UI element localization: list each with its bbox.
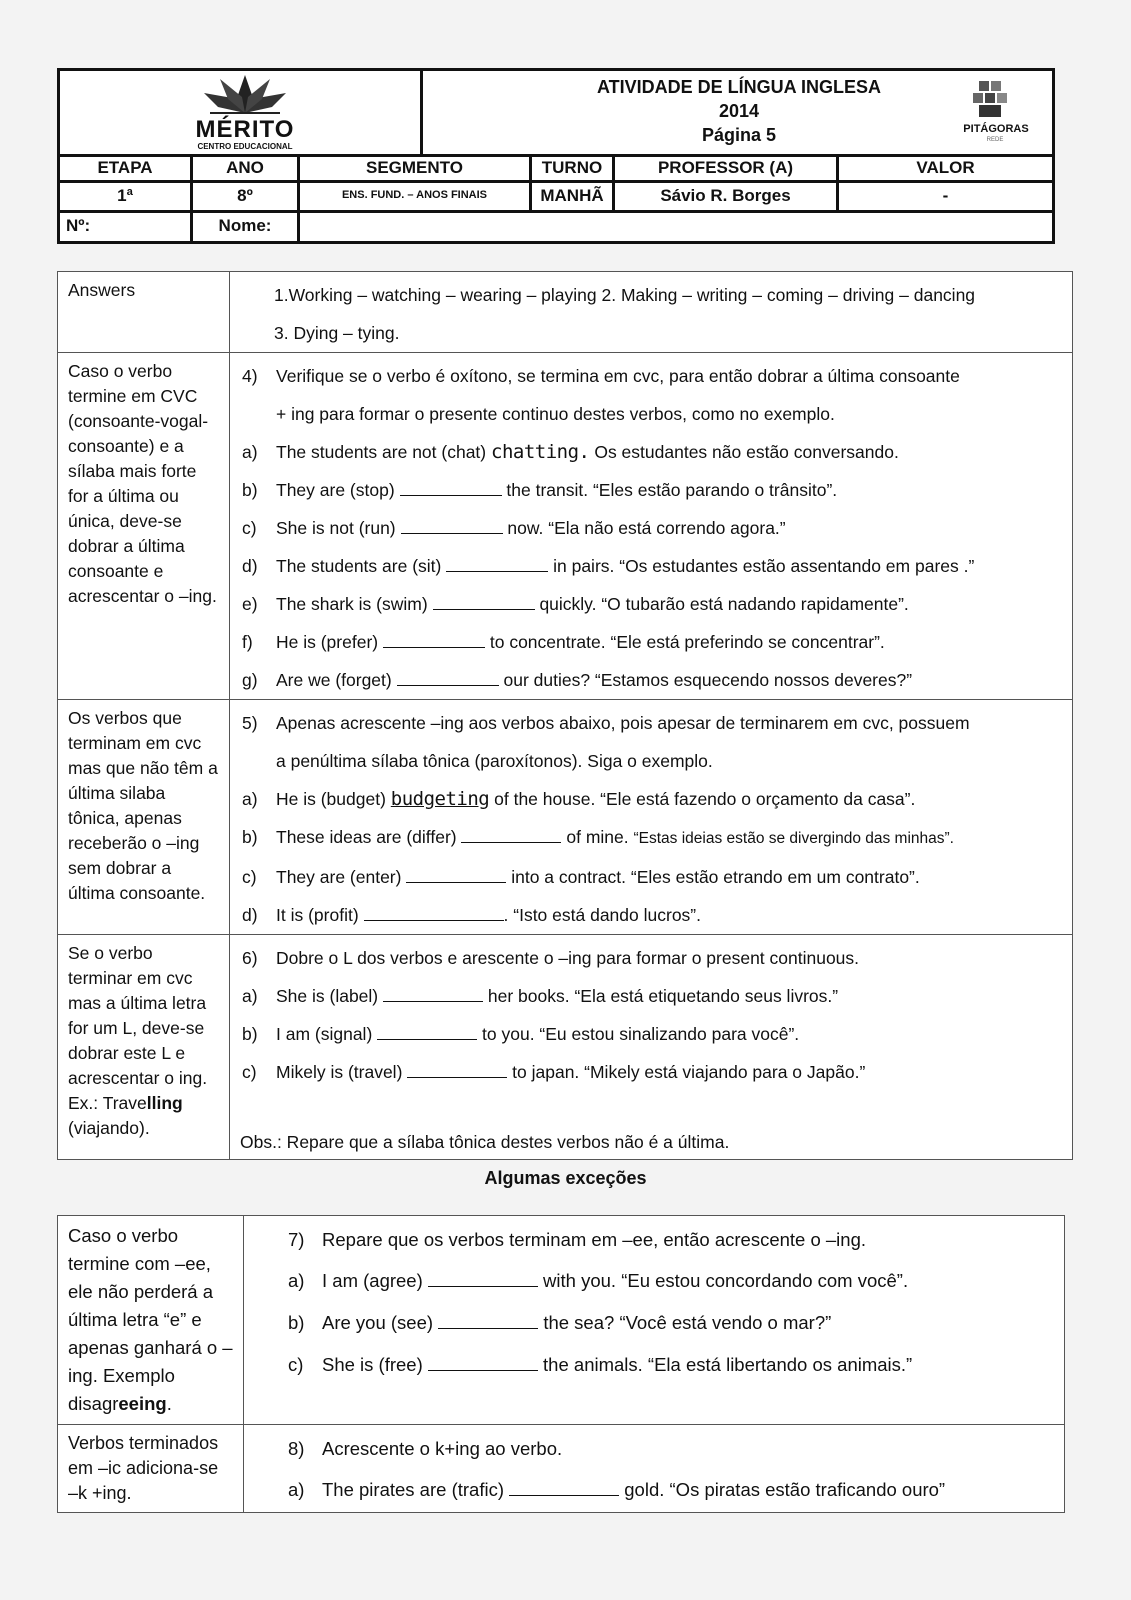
q7-rule: Caso o verbo termine com –ee, ele não perderá a última letra “e” e apenas ganhará o –ing. Exemplo disagreeing.	[58, 1216, 244, 1425]
q8-instruction: Acrescente o k+ing ao verbo.	[322, 1438, 563, 1459]
answer-blank[interactable]	[407, 1061, 507, 1078]
q4-item-b: b) They are (stop) the transit. “Eles estão parando o trânsito”.	[242, 480, 838, 500]
answer-blank[interactable]	[401, 517, 503, 534]
header-col-ano: ANO	[226, 158, 264, 177]
q4-item-d: d) The students are (sit) in pairs. “Os estudantes estão assentando em pares .”	[242, 556, 975, 576]
star-emblem-icon	[190, 73, 300, 117]
answer-blank[interactable]	[400, 479, 502, 496]
header-col-segmento: SEGMENTO	[366, 158, 463, 177]
q4-example-answer: chatting.	[491, 441, 590, 463]
q4-item-c: c) She is not (run) now. “Ela não está correndo agora.”	[242, 518, 786, 538]
header-col-etapa: ETAPA	[97, 158, 153, 177]
q5-row	[58, 700, 1073, 935]
number-label: Nº:	[66, 216, 91, 235]
school-logo	[190, 73, 300, 153]
q6-number: 6)	[242, 948, 258, 968]
network-sub: REDE	[986, 137, 1004, 143]
q6-item-b: b) I am (signal) to you. “Eu estou sinalizando para você”.	[242, 1024, 800, 1044]
answer-blank[interactable]	[406, 866, 506, 883]
q7-number: 7)	[288, 1229, 305, 1250]
answer-blank[interactable]	[364, 904, 504, 921]
title-page: Página 5	[701, 125, 777, 145]
q7-item-b: b) Are you (see) the sea? “Você está vendo o mar?”	[288, 1312, 832, 1333]
answers-row	[58, 272, 1073, 353]
q7-instruction: Repare que os verbos terminam em –ee, então acrescente o –ing.	[322, 1229, 867, 1250]
q5-number: 5)	[242, 713, 258, 733]
value-segmento: ENS. FUND. – ANOS FINAIS	[341, 189, 488, 201]
value-turno: MANHÃ	[540, 186, 604, 205]
q7-item-a: a) I am (agree) with you. “Eu estou concordando com você”.	[288, 1270, 909, 1291]
value-etapa: 1ª	[117, 186, 133, 205]
q6-rule: Se o verbo terminar em cvc mas a última letra for um L, deve-se dobrar este L e acrescentar o ing. Ex.: Travelling (viajando).	[58, 935, 230, 1160]
q4-row	[58, 353, 1073, 700]
q4-instruction: Verifique se o verbo é oxítono, se termina em cvc, para então dobrar a última consoante	[276, 366, 960, 386]
value-valor: -	[942, 186, 949, 205]
answers-line-2: 3. Dying – tying.	[274, 323, 400, 343]
page-title: ATIVIDADE DE LÍNGUA INGLESA	[596, 77, 881, 97]
q6-item-c: c) Mikely is (travel) to japan. “Mikely está viajando para o Japão.”	[242, 1062, 866, 1082]
q8-row	[58, 1425, 1065, 1513]
q6-row	[58, 935, 1073, 1160]
q5-item-d: d) It is (profit) . “Isto está dando lucros”.	[242, 905, 701, 925]
answers-line-1: 1.Working – watching – wearing – playing 2. Making – writing – coming – driving – dancing	[274, 285, 976, 305]
answer-blank[interactable]	[397, 669, 499, 686]
q8-rule: Verbos terminados em –ic adiciona-se –k +ing.	[58, 1425, 244, 1513]
school-name: MÉRITO	[195, 116, 295, 143]
q5-instruction-cont: a penúltima sílaba tônica (paroxítonos). Siga o exemplo.	[276, 751, 713, 771]
answer-blank[interactable]	[377, 1023, 477, 1040]
answer-blank[interactable]	[461, 826, 561, 843]
q7-row	[58, 1216, 1065, 1425]
q4-instruction-cont: + ing para formar o presente continuo destes verbos, como no exemplo.	[276, 404, 835, 424]
q4-number: 4)	[242, 366, 258, 386]
network-logo	[955, 79, 1035, 149]
q4-item-e: e) The shark is (swim) quickly. “O tubarão está nadando rapidamente”.	[242, 594, 909, 614]
answer-blank[interactable]	[446, 555, 548, 572]
exercise-table-1	[57, 271, 1073, 1160]
value-professor: Sávio R. Borges	[660, 186, 791, 205]
exceptions-heading: Algumas exceções	[484, 1168, 647, 1188]
answer-blank[interactable]	[383, 985, 483, 1002]
q5-item-a: a) He is (budget) budgeting of the house. “Ele está fazendo o orçamento da casa”.	[242, 788, 916, 810]
q4-item-g: g) Are we (forget) our duties? “Estamos esquecendo nossos deveres?”	[242, 670, 913, 690]
q6-item-a: a) She is (label) her books. “Ela está etiquetando seus livros.”	[242, 986, 839, 1006]
value-ano: 8º	[237, 186, 253, 205]
school-subtitle: CENTRO EDUCACIONAL	[197, 142, 293, 151]
answer-blank[interactable]	[433, 593, 535, 610]
q5-item-b: b) These ideas are (differ) of mine. “Estas ideias estão se divergindo das minhas”.	[242, 827, 954, 847]
title-year: 2014	[718, 101, 760, 121]
q8-number: 8)	[288, 1438, 305, 1459]
q5-example-answer: budgeting	[390, 788, 490, 810]
worksheet-header	[57, 68, 1055, 244]
network-name: PITÁGORAS	[963, 123, 1029, 135]
name-field[interactable]	[300, 211, 1052, 241]
q6-instruction: Dobre o L dos verbos e arescente o –ing para formar o present continuous.	[276, 948, 860, 968]
header-col-turno: TURNO	[541, 158, 603, 177]
answer-blank[interactable]	[428, 1354, 538, 1371]
answer-blank[interactable]	[509, 1479, 619, 1496]
pitagoras-emblem-icon	[955, 79, 1035, 121]
q8-item-a: a) The pirates are (trafic) gold. “Os piratas estão traficando ouro”	[288, 1479, 946, 1500]
q5-item-c: c) They are (enter) into a contract. “Eles estão etrando em um contrato”.	[242, 867, 920, 887]
answer-blank[interactable]	[438, 1312, 538, 1329]
q7-item-c: c) She is (free) the animals. “Ela está libertando os animais.”	[288, 1354, 913, 1375]
q5-instruction: Apenas acrescente –ing aos verbos abaixo, pois apesar de terminarem em cvc, possuem	[276, 713, 970, 733]
exercise-table-2	[57, 1215, 1065, 1513]
q4-item-f: f) He is (prefer) to concentrate. “Ele está preferindo se concentrar”.	[242, 632, 885, 652]
q6-observation: Obs.: Repare que a sílaba tônica destes verbos não é a última.	[240, 1132, 730, 1152]
answer-blank[interactable]	[383, 631, 485, 648]
header-col-valor: VALOR	[916, 158, 975, 177]
name-label: Nome:	[218, 216, 272, 235]
q5-rule: Os verbos que terminam em cvc mas que não têm a última silaba tônica, apenas receberão o –ing sem dobrar a última consoante.	[58, 700, 230, 935]
answers-label: Answers	[58, 272, 230, 353]
q4-rule: Caso o verbo termine em CVC (consoante-vogal-consoante) e a sílaba mais forte for a última ou única, deve-se dobrar a última consoante e acrescentar o –ing.	[58, 353, 230, 700]
answer-blank[interactable]	[428, 1270, 538, 1287]
header-col-professor: PROFESSOR (A)	[657, 158, 794, 177]
q4-item-a: a) The students are not (chat) chatting. Os estudantes não estão conversando.	[242, 441, 899, 463]
